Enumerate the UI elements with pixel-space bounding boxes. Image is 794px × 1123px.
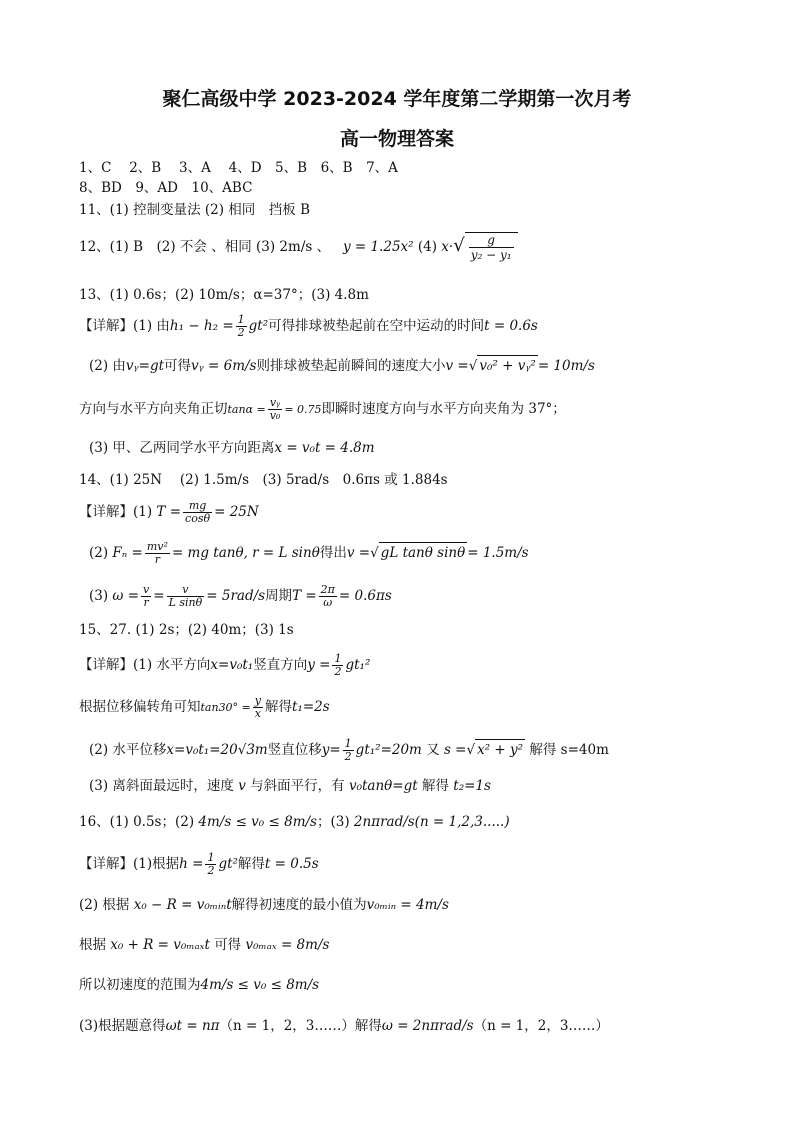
frac-den: 2 <box>207 864 215 877</box>
text: 所以初速度的范围为 <box>79 977 201 993</box>
frac-den: 2 <box>334 665 342 678</box>
frac-num: v <box>143 583 150 596</box>
detail-15-1 <box>79 653 759 678</box>
text: 【详解】(1)根据 <box>79 856 180 872</box>
text: (3)根据题意得 <box>79 1018 166 1034</box>
frac-num: 1 <box>344 737 352 750</box>
formula: y = <box>307 657 331 673</box>
text: 竖直方向 <box>253 657 308 673</box>
answer-line-16 <box>79 812 759 832</box>
formula: x₀ − R = v₀ₘᵢₙt <box>133 897 232 913</box>
detail-13-direction <box>79 397 759 422</box>
text: 得出 <box>319 545 347 561</box>
formula: 4m/s ≤ v₀ ≤ 8m/s <box>200 977 320 993</box>
formula: = 10m/s <box>537 358 595 374</box>
formula: v = <box>445 358 469 374</box>
text: (2) <box>89 545 109 561</box>
frac-den: x <box>254 707 261 720</box>
detail-14-1 <box>79 500 759 525</box>
detail-14-2 <box>89 541 769 566</box>
formula: ω = 2nπrad/s <box>381 1018 474 1034</box>
formula: v₀ₘᵢₙ = 4m/s <box>366 897 449 913</box>
frac-num: y <box>254 694 261 707</box>
frac-den: y₂ − y₁ <box>470 248 512 262</box>
detail-13-3 <box>89 438 769 458</box>
text: (2) 根据 <box>79 897 130 913</box>
formula: v₀² + vᵧ² <box>477 355 537 376</box>
frac-num: mg <box>183 500 212 513</box>
formula: T = <box>292 588 317 604</box>
text: (3) <box>89 588 109 604</box>
frac-den: ω <box>323 596 333 609</box>
formula: h₁ − h₂ = <box>169 318 234 334</box>
detail-16-max <box>79 935 759 955</box>
formula: v₀tanθ=gt <box>348 778 418 794</box>
formula: tan30° = <box>200 701 251 714</box>
text: （n = 1，2，3……） <box>473 1018 609 1034</box>
formula: x=v₀t₁=20√3m <box>166 742 268 758</box>
frac-den: 2 <box>237 326 245 339</box>
formula: ω = <box>112 588 140 604</box>
text: (4) <box>417 239 437 255</box>
formula: 4m/s ≤ v₀ ≤ 8m/s <box>198 814 317 830</box>
detail-16-2 <box>79 895 759 915</box>
formula: = <box>153 588 165 604</box>
sqrt-icon: √ <box>468 358 478 374</box>
frac-den: r <box>154 553 161 566</box>
detail-13-2 <box>89 355 769 376</box>
frac-num: 1 <box>207 851 215 864</box>
text: 可得 <box>214 937 242 953</box>
answer-line-1: 1、C 2、B 3、A 4、D 5、B 6、B 7、A <box>79 160 398 176</box>
formula: h = <box>179 856 204 872</box>
answer-line-12 <box>79 232 759 262</box>
frac-num: 1 <box>237 313 245 326</box>
formula: = 1.5m/s <box>467 545 529 561</box>
text: 可得 <box>164 358 192 374</box>
text: 根据位移偏转角可知 <box>79 699 201 715</box>
formula: x² + y² <box>475 739 525 760</box>
formula: Fₙ = <box>112 545 143 561</box>
frac-num: v <box>167 584 205 597</box>
text: （n = 1，2，3……）解得 <box>219 1018 382 1034</box>
frac-num: g <box>469 233 514 248</box>
answer-line-3: 11、(1) 控制变量法 (2) 相同 挡板 B <box>79 202 311 218</box>
detail-16-1 <box>79 852 759 877</box>
formula: x₀ + R = v₀ₘₐₓt <box>110 937 210 953</box>
formula: t = 0.6s <box>484 318 538 334</box>
text: 【详解】(1) 水平方向 <box>79 657 211 673</box>
text: ；(3) <box>316 814 350 830</box>
frac-num: 2π <box>320 583 335 596</box>
text: 【详解】(1) <box>79 504 153 520</box>
text: (3) 离斜面最远时，速度 <box>89 778 234 794</box>
answer-line-2: 8、BD 9、AD 10、ABC <box>79 180 253 196</box>
text: 解得初速度的最小值为 <box>231 897 367 913</box>
frac-den: v₀ <box>269 409 281 422</box>
text: (3) 甲、乙两同学水平方向距离 <box>89 440 275 456</box>
text: 解得 s=40m <box>529 742 609 758</box>
detail-15-2 <box>89 738 769 763</box>
text: 周期 <box>265 588 293 604</box>
formula: x = v₀t = 4.8m <box>274 440 375 456</box>
sqrt-icon: √ <box>370 545 379 561</box>
frac-den: r <box>143 596 149 609</box>
text: 【详解】(1) 由 <box>79 318 170 334</box>
text: 则排球被垫起前瞬间的速度大小 <box>256 358 446 374</box>
formula: ωt = nπ <box>165 1018 220 1034</box>
sqrt-icon: √ <box>466 742 476 758</box>
frac-den: cosθ <box>185 512 211 525</box>
formula: t₂=1s <box>453 778 491 794</box>
text: 解得 <box>237 856 265 872</box>
formula: T = <box>156 504 182 520</box>
formula: y= <box>321 742 341 758</box>
frac-den: 2 <box>344 750 352 763</box>
exam-title: 聚仁高级中学 2023-2024 学年度第二学期第一次月考 <box>162 88 632 110</box>
formula: = mg tanθ, r = L sinθ <box>171 545 320 561</box>
text: 与斜面平行，有 <box>250 778 345 794</box>
formula: = 5rad/s <box>206 588 266 604</box>
formula: vᵧ = 6m/s <box>191 358 257 374</box>
formula: y = 1.25x² <box>342 239 414 255</box>
formula: s = <box>443 742 467 758</box>
answer-line-13: 13、(1) 0.6s；(2) 10m/s；α=37°；(3) 4.8m <box>79 287 369 303</box>
formula: gt₁² <box>345 657 371 673</box>
formula: t₁=2s <box>292 699 330 715</box>
formula: v₀ₘₐₓ = 8m/s <box>245 937 330 953</box>
formula: 2nπrad/s(n = 1,2,3.....) <box>353 814 510 830</box>
answer-subtitle: 高一物理答案 <box>339 128 454 150</box>
detail-15-3 <box>89 776 769 796</box>
text: (2) 水平位移 <box>89 742 167 758</box>
formula: x=v₀t₁ <box>210 657 254 673</box>
text: 解得 <box>265 699 292 715</box>
answer-line-15: 15、27. (1) 2s；(2) 40m；(3) 1s <box>79 622 294 638</box>
formula: = 0.75 <box>284 403 322 416</box>
text: 可得排球被垫起前在空中运动的时间 <box>268 318 485 334</box>
text: 即瞬时速度方向与水平方向夹角为 37°； <box>321 401 566 417</box>
frac-num: mv² <box>146 540 168 553</box>
text: 又 <box>426 742 440 758</box>
frac-den: L sinθ <box>168 596 203 609</box>
text: 竖直位移 <box>267 742 322 758</box>
formula: gt² <box>218 856 238 872</box>
text: 12、(1) B (2) 不会 、相同 (3) 2m/s 、 <box>79 239 331 255</box>
text: 16、(1) 0.5s；(2) <box>79 814 195 830</box>
formula: v <box>238 778 246 794</box>
detail-16-range <box>79 975 759 995</box>
detail-16-3 <box>79 1016 759 1036</box>
text: (2) 由 <box>89 358 126 374</box>
formula: = 25N <box>214 504 259 520</box>
formula: gt₁²=20m <box>355 742 422 758</box>
frac-num: 1 <box>334 652 342 665</box>
detail-13-1 <box>79 314 759 339</box>
formula: v = <box>346 545 371 561</box>
text: 方向与水平方向夹角正切 <box>79 401 228 417</box>
formula: vᵧ=gt <box>125 358 165 374</box>
detail-14-3 <box>89 584 769 609</box>
frac-num: vᵧ <box>268 397 283 410</box>
formula: gt² <box>248 318 269 334</box>
formula: tanα = <box>227 403 266 416</box>
formula: t = 0.5s <box>264 856 319 872</box>
formula: = 0.6πs <box>338 588 392 604</box>
text: 解得 <box>421 778 449 794</box>
formula: gL tanθ sinθ <box>379 542 468 563</box>
answer-line-14: 14、(1) 25N (2) 1.5m/s (3) 5rad/s 0.6πs 或 1.884s <box>79 472 448 488</box>
formula: x· <box>441 239 454 255</box>
sqrt-icon: √ <box>453 235 465 256</box>
text: 根据 <box>79 937 106 953</box>
detail-15-angle <box>79 695 759 720</box>
